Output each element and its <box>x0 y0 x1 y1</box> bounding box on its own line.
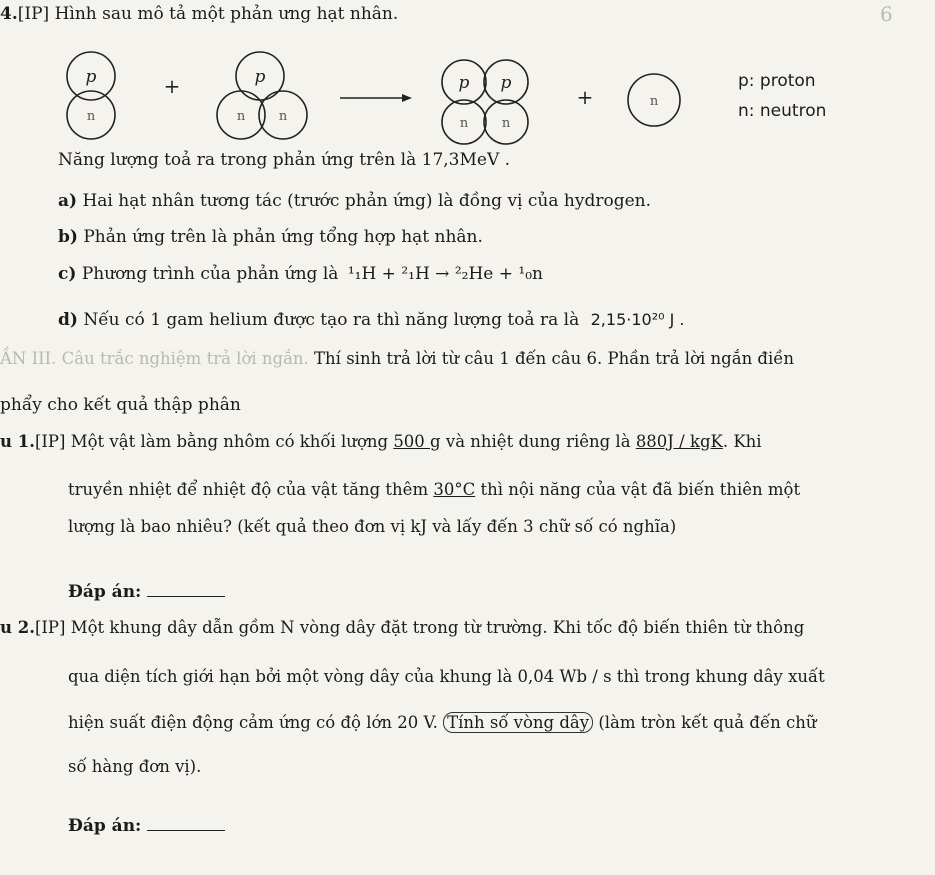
free-neutron-label: n <box>649 94 659 109</box>
statement-d-prefix: Nếu có 1 gam helium được tạo ra thì năng lượng toả ra là <box>83 310 580 330</box>
part3-subtitle: phẩy cho kết quả thập phân <box>0 395 241 415</box>
nuclear-reaction-diagram <box>0 40 935 150</box>
statement-d-label: d) <box>58 310 78 330</box>
tritium-proton-label: p <box>254 67 266 87</box>
statement-c-label: c) <box>58 264 77 284</box>
q2-line1 <box>0 618 804 637</box>
statement-a-text: Hai hạt nhân tương tác (trước phản ứng) là đồng vị của hydrogen. <box>82 191 651 211</box>
q1-answer-label: Đáp án: <box>68 582 142 602</box>
q2-line3-a: hiện suất điện động cảm ứng có độ lớn 20 V. <box>68 713 438 732</box>
q2-answer-blank[interactable] <box>147 830 225 831</box>
helium-neutron-2-label: n <box>501 116 511 131</box>
q2-line3 <box>68 713 816 732</box>
q2-label: u 2. <box>0 618 35 637</box>
q1-answer-row <box>68 582 225 602</box>
question-header <box>0 4 398 24</box>
deuterium-neutron-label: n <box>86 109 96 124</box>
statement-b-label: b) <box>58 227 78 247</box>
q1-temperature: 30°C <box>433 480 476 499</box>
q1-line3: lượng là bao nhiêu? (kết quả theo đơn vị kJ và lấy đến 3 chữ số có nghĩa) <box>68 517 677 536</box>
helium-proton-2-label: p <box>500 73 512 93</box>
legend-neutron: n: neutron <box>738 101 827 121</box>
part3-title <box>0 349 794 368</box>
q1-line2 <box>68 480 800 499</box>
statement-c <box>58 264 543 284</box>
q1-line2-c: thì nội năng của vật đã biến thiên một <box>480 480 801 499</box>
q2-line4: số hàng đơn vị). <box>68 757 202 776</box>
q2-answer-row <box>68 816 225 836</box>
q1-line1-a: Một vật làm bằng nhôm có khối lượng <box>70 432 389 451</box>
q1-answer-blank[interactable] <box>147 596 225 597</box>
q1-line2-a: truyền nhiệt để nhiệt độ của vật tăng thêm <box>68 480 429 499</box>
deuterium-proton-label: p <box>85 67 97 87</box>
statement-b <box>58 227 483 247</box>
plus-sign-1: + <box>163 74 181 98</box>
q1-mass: 500 g <box>393 432 441 451</box>
statement-c-prefix: Phương trình của phản ứng là <box>81 264 339 284</box>
q1-line1-e: . Khi <box>722 432 762 451</box>
q1-specific-heat: 880J / kgK <box>635 432 723 451</box>
q1-line1-c: và nhiệt dung riêng là <box>445 432 631 451</box>
statement-a-label: a) <box>58 191 78 211</box>
reaction-arrow-head <box>402 94 412 102</box>
part3-title-rest: Thí sinh trả lời từ câu 1 đến câu 6. Phần trả lời ngắn điền <box>314 349 795 368</box>
q1-tag: [IP] <box>34 432 66 451</box>
statement-d-value: 2,15·10²⁰ J . <box>590 310 685 329</box>
helium-proton-1-label: p <box>458 73 470 93</box>
q2-line2: qua diện tích giới hạn bởi một vòng dây của khung là 0,04 Wb / s thì trong khung dây xuất <box>68 667 825 686</box>
statement-b-text: Phản ứng trên là phản ứng tổng hợp hạt nhân. <box>83 227 483 247</box>
tritium-neutron-1-label: n <box>236 109 246 124</box>
q1-line1 <box>0 432 762 451</box>
question-tag: [IP] <box>17 4 50 24</box>
energy-statement: Năng lượng toả ra trong phản ứng trên là 17,3MeV . <box>58 150 511 170</box>
corner-scribble: 6 <box>880 2 893 26</box>
statement-a <box>58 191 651 211</box>
helium-neutron-1-label: n <box>459 116 469 131</box>
q1-label: u 1. <box>0 432 35 451</box>
legend-proton: p: proton <box>738 71 816 91</box>
q2-tag: [IP] <box>34 618 66 637</box>
tritium-neutron-2-label: n <box>278 109 288 124</box>
question-text: Hình sau mô tả một phản ưng hạt nhân. <box>54 4 399 24</box>
q2-answer-label: Đáp án: <box>68 816 142 836</box>
statement-d <box>58 310 685 330</box>
part3-title-faded: ẦN III. Câu trắc nghiệm trả lời ngắn. <box>0 349 309 368</box>
reaction-equation: ¹₁H + ²₁H → ²₂He + ¹₀n <box>347 264 543 284</box>
q2-line1-text: Một khung dây dẫn gồm N vòng dây đặt trong từ trường. Khi tốc độ biến thiên từ thông <box>70 618 805 637</box>
question-number: 4. <box>0 4 18 24</box>
q2-line3-b: Tính số vòng dây <box>443 712 593 733</box>
q2-line3-c: (làm tròn kết quả đến chữ <box>598 713 817 732</box>
plus-sign-2: + <box>576 85 594 109</box>
